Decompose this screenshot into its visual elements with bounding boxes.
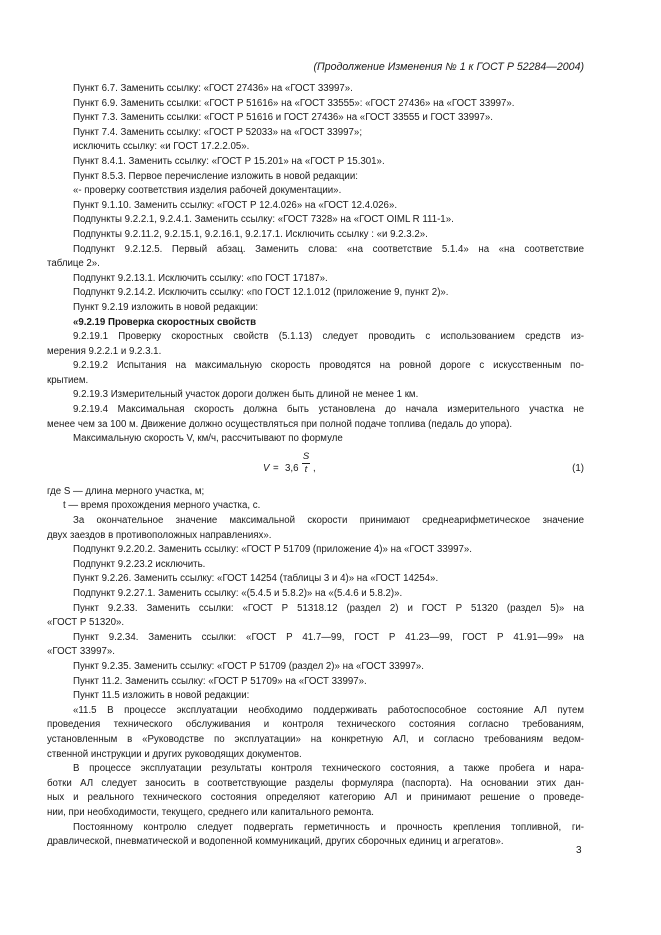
formula-fraction — [302, 451, 310, 476]
text-line: крытием. — [47, 374, 89, 386]
definition-line: где S — длина мерного участка, м; — [47, 485, 205, 497]
text-line: Пункт 6.7. Заменить ссылку: «ГОСТ 27436» на «ГОСТ 33997». — [73, 83, 353, 94]
text-line: Пункт 9.2.33. Заменить ссылки: «ГОСТ Р 51318.12 (раздел 2) и ГОСТ Р 51320 (раздел 5)» на — [73, 602, 584, 614]
text-line: «ГОСТ Р 51320». — [47, 617, 125, 629]
text-line: мерения 9.2.2.1 и 9.2.3.1. — [47, 345, 162, 357]
text-line: Пункт 9.2.34. Заменить ссылки: «ГОСТ Р 41.7—99, ГОСТ Р 41.23—99, ГОСТ Р 41.91—99» на — [73, 631, 584, 643]
text-line: нии, при необходимости, текущего, среднего или капитального ремонта. — [47, 806, 374, 818]
document-body — [47, 82, 584, 850]
text-line: Пункт 8.4.1. Заменить ссылку: «ГОСТ Р 15.201» на «ГОСТ Р 15.301». — [73, 155, 385, 167]
text-line: Подпункт 9.2.27.1. Заменить ссылку: «(5.4.5 и 5.8.2)» на «(5.4.6 и 5.8.2)». — [73, 588, 403, 599]
text-line: Пункт 7.4. Заменить ссылку: «ГОСТ Р 52033» на «ГОСТ 33997»; — [73, 126, 363, 138]
text-line: Пункт 7.3. Заменить ссылки: «ГОСТ Р 51616 и ГОСТ 27436» на «ГОСТ 33555 и ГОСТ 33997». — [73, 112, 493, 124]
text-line: «- проверку соответствия изделия рабочей документации». — [73, 185, 342, 197]
text-line: Пункт 6.9. Заменить ссылки: «ГОСТ Р 51616» на «ГОСТ 33555»: «ГОСТ 27436» на «ГОСТ 33997». — [73, 97, 515, 109]
text-line: ственной инструкции и других руководящих документов. — [47, 748, 302, 760]
text-line: исключить ссылку: «и ГОСТ 17.2.2.05». — [73, 141, 250, 153]
formula-lhs: V — [263, 462, 270, 474]
formula-comma: , — [313, 462, 316, 474]
definition-line: t — время прохождения мерного участка, с. — [63, 500, 261, 512]
text-line: Подпункты 9.2.11.2, 9.2.15.1, 9.2.16.1, 9.2.17.1. Исключить ссылку : «и 9.2.3.2». — [73, 228, 428, 240]
running-header: (Продолжение Изменения № 1 к ГОСТ Р 52284—2004) — [313, 61, 584, 73]
formula-equals: = — [273, 462, 279, 474]
text-line: ных и реального технического состояния определяют категорию АЛ и принимают решение о проведе- — [47, 792, 584, 804]
formula-number: (1) — [572, 462, 584, 474]
text-line: таблице 2». — [47, 258, 100, 270]
formula-coefficient: 3,6 — [285, 462, 299, 474]
text-line: Подпункты 9.2.2.1, 9.2.4.1. Заменить ссылку: «ГОСТ 7328» на «ГОСТ OIML R 111-1». — [73, 214, 454, 226]
text-line: «11.5 В процессе эксплуатации необходимо поддерживать работоспособное состояние АЛ путем — [73, 704, 584, 716]
text-line: Подпункт 9.2.23.2 исключить. — [73, 558, 206, 570]
text-line: 9.2.19.4 Максимальная скорость должна быть установлена до начала измерительного участка не — [73, 404, 584, 416]
formula-numerator: S — [302, 450, 310, 462]
page-number: 3 — [576, 845, 582, 856]
text-line: менее чем за 100 м. Движение должно осуществляться при полной подаче топлива (педаль до упора). — [47, 418, 513, 430]
formula-definitions — [47, 485, 584, 514]
text-line: Пункт 9.1.10. Заменить ссылку: «ГОСТ Р 12.4.026» на «ГОСТ 12.4.026». — [73, 199, 398, 211]
formula-denominator: t — [304, 463, 308, 475]
text-line: двух заездов в противоположных направлениях». — [47, 529, 272, 541]
text-line: Пункт 11.2. Заменить ссылку: «ГОСТ Р 51709» на «ГОСТ 33997». — [73, 675, 367, 687]
text-line: В процессе эксплуатации результаты контроля технического состояния, а также пробега и нара- — [73, 763, 584, 775]
text-line: Пункт 9.2.26. Заменить ссылку: «ГОСТ 14254 (таблицы 3 и 4)» на «ГОСТ 14254». — [73, 573, 439, 585]
text-line: Подпункт 9.2.13.1. Исключить ссылку: «по ГОСТ 17187». — [73, 272, 328, 284]
text-line: Постоянному контролю следует подвергать герметичность и прочность крепления топливной, ги- — [73, 821, 584, 833]
text-line: Пункт 9.2.19 изложить в новой редакции: — [73, 301, 259, 313]
text-line: За окончательное значение максимальной скорости принимают среднеарифметическое значение — [73, 515, 584, 527]
text-line: 9.2.19.2 Испытания на максимальную скорость проводятся на ровной дороге с искусственным по- — [73, 360, 584, 372]
section-heading: «9.2.19 Проверка скоростных свойств — [73, 316, 257, 328]
text-line: Пункт 11.5 изложить в новой редакции: — [73, 690, 250, 702]
text-line: Подпункт 9.2.20.2. Заменить ссылку: «ГОСТ Р 51709 (приложение 4)» на «ГОСТ 33997». — [73, 544, 472, 556]
text-line: проведения технического обслуживания и контроля технического состояния согласно требованиям, — [47, 719, 584, 731]
text-line: дравлической, пневматической и водопенной коммуникаций, других сборочных единиц и агрегатов». — [47, 836, 504, 848]
text-line: ботки АЛ следует заносить в соответствующие разделы формуляра (паспорта). На основании этих дан- — [47, 777, 584, 789]
text-line: Пункт 8.5.3. Первое перечисление изложить в новой редакции: — [73, 170, 358, 182]
text-line: Максимальную скорость V, км/ч, рассчитывают по формуле — [73, 433, 343, 445]
text-line: установленным в «Руководстве по эксплуатации» на конкретную АЛ, и согласно требованиям ведом- — [47, 733, 584, 745]
text-line: 9.2.19.3 Измерительный участок дороги должен быть длиной не менее 1 км. — [73, 389, 419, 401]
speed-formula — [47, 447, 584, 485]
text-line: Подпункт 9.2.12.5. Первый абзац. Заменить слова: «на соответствие 5.1.4» на «на соответствие — [73, 243, 584, 255]
text-line: 9.2.19.1 Проверку скоростных свойств (5.1.13) следует проводить с использованием средств из- — [73, 331, 584, 343]
text-line: Подпункт 9.2.14.2. Исключить ссылку: «по ГОСТ 12.1.012 (приложение 9, пункт 2)». — [73, 287, 449, 299]
text-line: Пункт 9.2.35. Заменить ссылку: «ГОСТ Р 51709 (раздел 2)» на «ГОСТ 33997». — [73, 660, 424, 672]
text-line: «ГОСТ 33997». — [47, 646, 115, 658]
